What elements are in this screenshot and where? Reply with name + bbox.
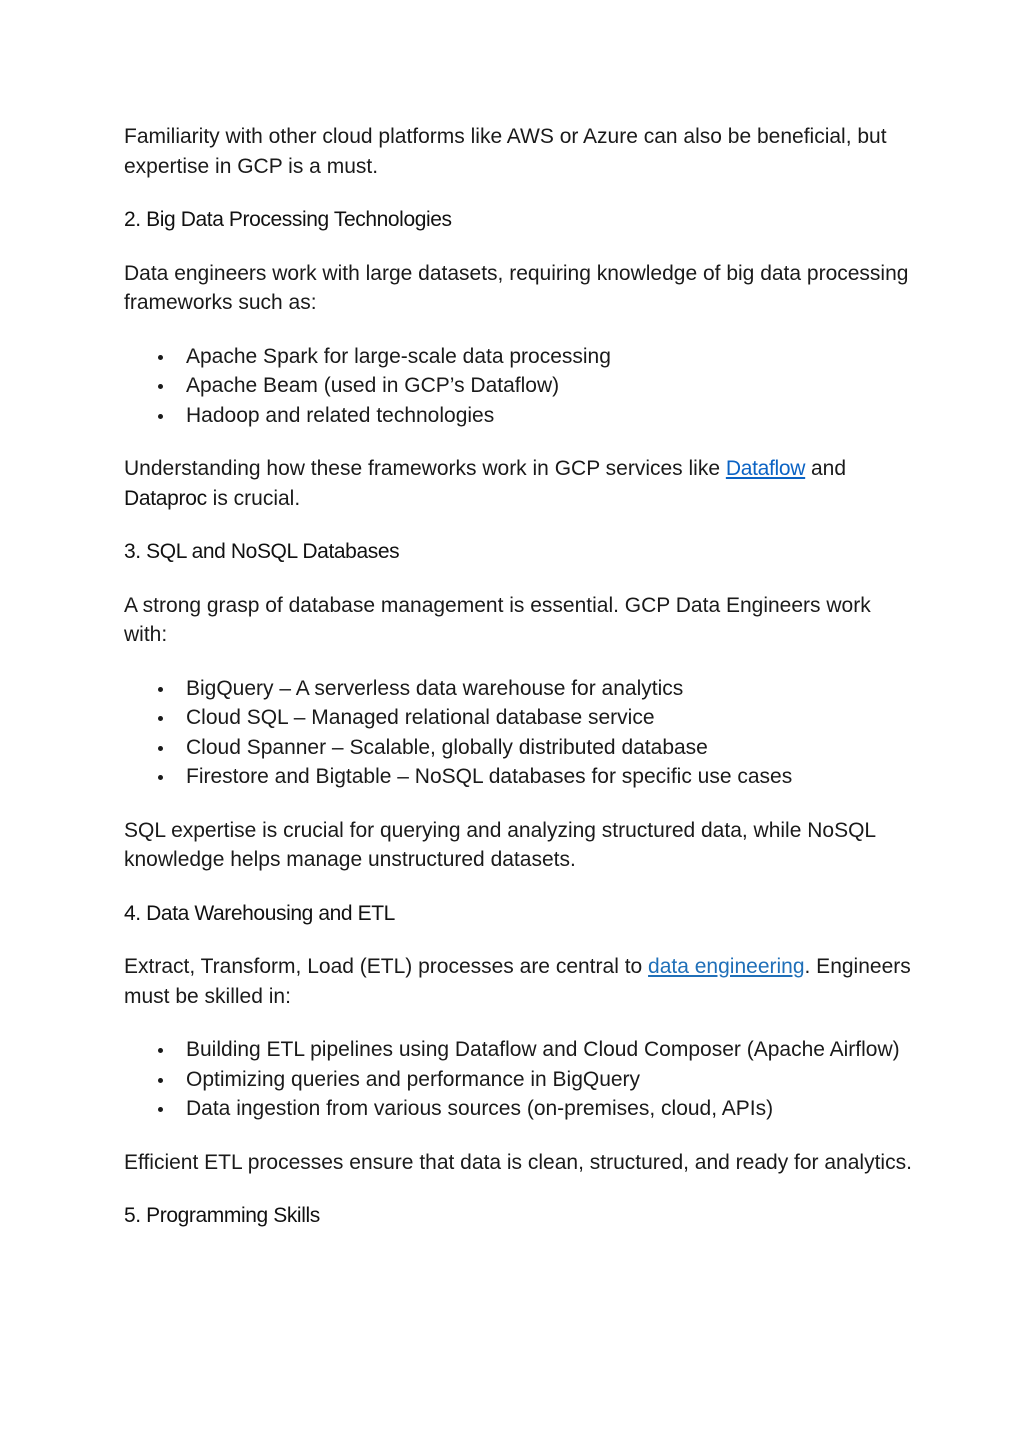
text-run: Understanding how these frameworks work in GCP services like xyxy=(124,457,726,480)
big-data-closing-paragraph xyxy=(124,454,914,513)
section-heading-big-data: 2. Big Data Processing Technologies xyxy=(124,208,452,231)
text-run: and xyxy=(805,457,847,480)
etl-skills-list xyxy=(124,1035,914,1124)
list-item: Building ETL pipelines using Dataflow and Cloud Composer (Apache Airflow) xyxy=(186,1035,914,1065)
list-item: Firestore and Bigtable – NoSQL databases for specific use cases xyxy=(186,762,914,792)
dataflow-link[interactable]: Dataflow xyxy=(725,457,806,480)
list-item: Cloud SQL – Managed relational database service xyxy=(186,703,914,733)
etl-closing-paragraph: Efficient ETL processes ensure that data is clean, structured, and ready for analytics. xyxy=(124,1150,912,1174)
gcp-databases-list xyxy=(124,674,914,792)
list-item: Data ingestion from various sources (on-premises, cloud, APIs) xyxy=(186,1094,914,1124)
text-run: Extract, Transform, Load (ETL) processes are central to xyxy=(124,955,649,978)
list-item: Apache Beam (used in GCP’s Dataflow) xyxy=(186,371,914,401)
list-item: Hadoop and related technologies xyxy=(186,401,914,431)
big-data-lead-paragraph: Data engineers work with large datasets, requiring knowledge of big data processing frameworks such as: xyxy=(124,261,909,314)
text-run: is crucial. xyxy=(206,486,301,510)
document-page xyxy=(124,122,914,1255)
databases-lead-paragraph: A strong grasp of database management is essential. GCP Data Engineers work with: xyxy=(124,593,871,646)
text-run: . Engineers must be skilled in: xyxy=(124,955,911,1008)
big-data-frameworks-list xyxy=(124,342,914,431)
list-item: Apache Spark for large-scale data processing xyxy=(186,342,914,372)
data-engineering-link[interactable]: data engineering xyxy=(648,955,805,978)
intro-paragraph: Familiarity with other cloud platforms like AWS or Azure can also be beneficial, but expertise in GCP is a must. xyxy=(124,125,887,178)
databases-closing-paragraph: SQL expertise is crucial for querying and analyzing structured data, while NoSQL knowledge helps manage unstructured datasets. xyxy=(124,818,876,871)
list-item: Optimizing queries and performance in BigQuery xyxy=(186,1065,914,1095)
section-heading-etl: 4. Data Warehousing and ETL xyxy=(124,901,395,925)
list-item: Cloud Spanner – Scalable, globally distributed database xyxy=(186,733,914,763)
section-heading-databases: 3. SQL and NoSQL Databases xyxy=(124,540,400,563)
list-item: BigQuery – A serverless data warehouse for analytics xyxy=(186,674,914,704)
dataproc-term: Dataproc xyxy=(124,486,207,510)
section-heading-programming: 5. Programming Skills xyxy=(124,1204,320,1227)
etl-lead-paragraph xyxy=(124,952,914,1011)
